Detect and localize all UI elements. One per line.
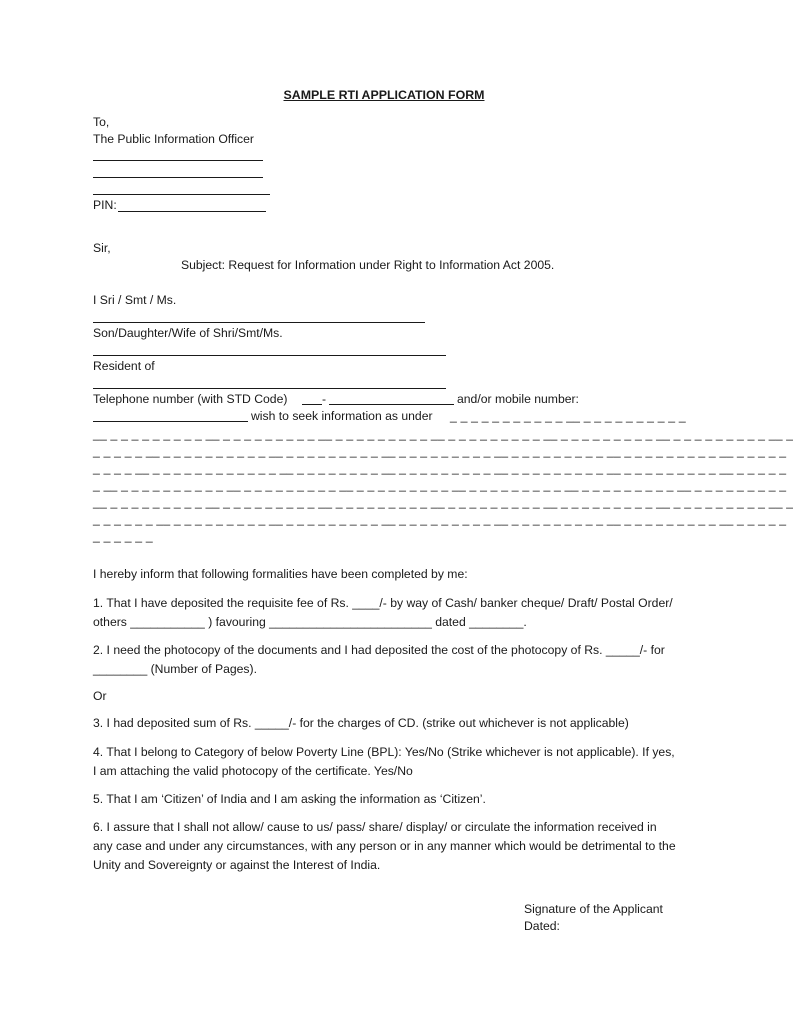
info-dash-line-3: _ _ _ _ __ _ _ _ _ _ _ _ _ _ _ _ _ __ _ _ _ _ _ _ _ _ __ _ _ _ _ _ _ _ _ _ __ _ _ _ _ _ _ _ _ _ __ _ _ _ _ _ _ _ _ _ __ _ _ _ _ _ <box>93 461 787 475</box>
address-line-3 <box>93 194 270 195</box>
info-dash-line-6: _ _ _ _ _ _ __ _ _ _ _ _ _ _ _ _ __ _ _ _ _ _ _ _ _ _ __ _ _ _ _ _ _ _ _ _ __ _ _ _ _ _ _ _ _ _ __ _ _ _ _ _ _ _ _ _ __ _ _ _ _ _ <box>93 512 787 526</box>
pin-label: PIN: <box>93 198 117 212</box>
address-line-1 <box>93 160 263 161</box>
item-fee: 1. That I have deposited the requisite fee of Rs. ____/- by way of Cash/ banker cheque/ Draft/ Postal Order/ others ___________ ) favouring ________________________ dated ________. <box>93 596 673 629</box>
std-code-line <box>302 404 322 405</box>
mobile-line <box>93 421 248 422</box>
telephone-separator: - <box>322 392 327 406</box>
form-title: SAMPLE RTI APPLICATION FORM <box>283 88 485 102</box>
item-citizen: 5. That I am ‘Citizen’ of India and I am asking the information as ‘Citizen’. <box>93 792 486 806</box>
to-label: To, <box>93 115 110 129</box>
info-dash-line-1: __ _ _ _ _ _ _ _ _ _ __ _ _ _ _ _ _ _ _ _ __ _ _ _ _ _ _ _ _ _ __ _ _ _ _ _ _ _ _ _ __ _ _ _ _ _ _ _ _ _ __ _ _ _ _ _ _ _ _ _ __ _ <box>93 427 793 441</box>
salutation: Sir, <box>93 241 111 255</box>
seek-info-label: wish to seek information as under <box>251 409 433 423</box>
resident-line <box>93 388 446 389</box>
info-dash-line-5: __ _ _ _ _ _ _ _ _ _ __ _ _ _ _ _ _ _ _ _ __ _ _ _ _ _ _ _ _ _ __ _ _ _ _ _ _ _ _ _ __ _ _ _ _ _ _ _ _ _ __ _ _ _ _ _ _ _ _ _ __ _ <box>93 495 793 509</box>
relation-line <box>93 355 446 356</box>
info-dash-line-0: _ _ _ _ _ _ _ _ _ _ _ __ _ _ _ _ _ _ _ _ _ _ <box>450 409 686 423</box>
subject-line: Subject: Request for Information under Right to Information Act 2005. <box>181 258 555 272</box>
info-dash-line-7: _ _ _ _ _ _ <box>93 529 153 543</box>
dated-label: Dated: <box>524 919 560 933</box>
address-line-2 <box>93 177 263 178</box>
applicant-name-line <box>93 322 425 323</box>
item-bpl: 4. That I belong to Category of below Poverty Line (BPL): Yes/No (Strike whichever is not applicable). If yes, I am attaching the valid photocopy of the certificate. Yes/No <box>93 745 675 778</box>
resident-label: Resident of <box>93 359 155 373</box>
pin-line <box>118 211 266 212</box>
telephone-line <box>329 404 454 405</box>
officer-label: The Public Information Officer <box>93 132 254 146</box>
info-dash-line-4: _ __ _ _ _ _ _ _ _ _ _ _ __ _ _ _ _ _ _ _ _ _ __ _ _ _ _ _ _ _ _ _ __ _ _ _ _ _ _ _ _ _ __ _ _ _ _ _ _ _ _ _ __ _ _ _ _ _ _ _ _ _ <box>93 478 787 492</box>
mobile-label: and/or mobile number: <box>457 392 579 406</box>
item-assurance: 6. I assure that I shall not allow/ cause to us/ pass/ share/ display/ or circulate the information received in any case and under any circumstances, with any person or in any manner which would be detrimental to the Unity and Sovereignty or against the Interest of India. <box>93 820 676 872</box>
item-cd: 3. I had deposited sum of Rs. _____/- for the charges of CD. (strike out whichever is not applicable) <box>93 716 629 730</box>
signature-label: Signature of the Applicant <box>524 902 663 916</box>
item-photocopy: 2. I need the photocopy of the documents and I had deposited the cost of the photocopy of Rs. _____/- for ________ (Number of Pages). <box>93 643 665 676</box>
info-dash-line-2: _ _ _ _ _ __ _ _ _ _ _ _ _ _ _ _ __ _ _ _ _ _ _ _ _ _ __ _ _ _ _ _ _ _ _ _ __ _ _ _ _ _ _ _ _ _ __ _ _ _ _ _ _ _ _ _ __ _ _ _ _ _ <box>93 444 787 458</box>
formalities-intro: I hereby inform that following formalities have been completed by me: <box>93 567 468 581</box>
relation-label: Son/Daughter/Wife of Shri/Smt/Ms. <box>93 326 283 340</box>
applicant-name-label: I Sri / Smt / Ms. <box>93 293 177 307</box>
telephone-label: Telephone number (with STD Code) <box>93 392 288 406</box>
item-or: Or <box>93 689 107 703</box>
